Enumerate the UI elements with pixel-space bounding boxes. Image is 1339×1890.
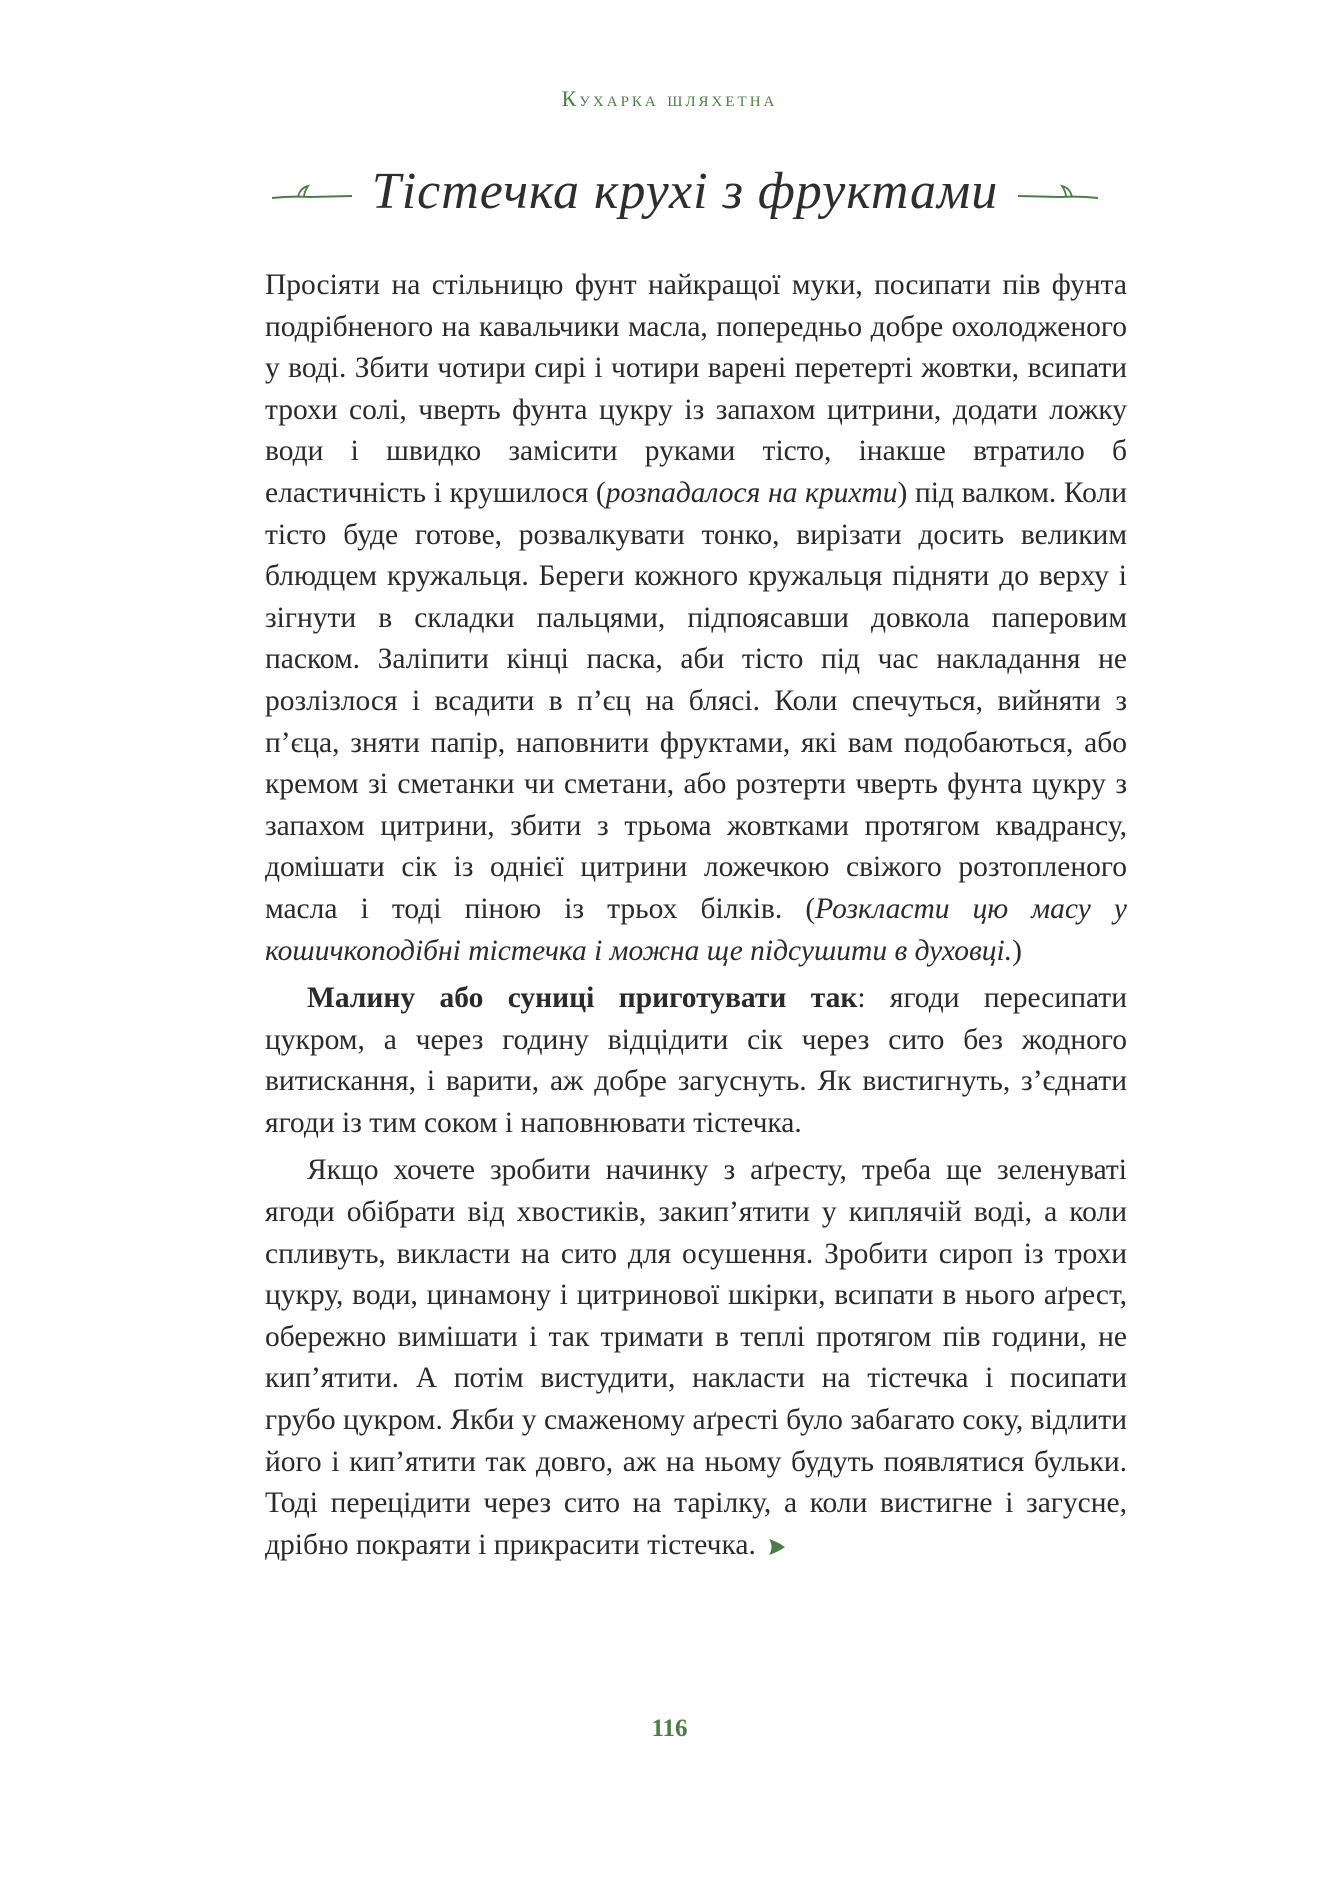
leaf-end-mark-icon bbox=[766, 1536, 788, 1558]
recipe-title: Тістечка крухі з фруктами bbox=[371, 163, 999, 220]
paragraph-1-text-b: ) під валком. Коли тісто буде готове, розвалкувати тонко, вирізати досить великим блюдцем кружальця. Береги кожного кружальця підняти до верху і зігнути в складки пальцями, підпоясавши довкола паперовим паском. Заліпити кінці паска, аби тісто під час накладання не розлізлося і всадити в п’єц на блясі. Коли спечуться, вийняти з п’єца, зняти папір, наповнити фруктами, які вам подобаються, або кремом зі сметанки чи сметани, або розтерти чверть фунта цукру з запахом цитрини, збити з трьома жовтками протягом квадрансу, домішати сік із однієї цитрини ложечкою свіжого розтопленого масла і тоді піною із трьох білків. ( bbox=[265, 476, 1128, 925]
title-ornament-right-icon bbox=[1014, 182, 1100, 206]
paragraph-1-italic-b: Розкласти цю масу у кошичкоподібні тістечка і можна ще підсушити в духовці. bbox=[265, 892, 1128, 967]
paragraph-2 bbox=[265, 978, 1127, 1144]
title-ornament-left-icon bbox=[270, 182, 356, 206]
paragraph-1-text-c: ) bbox=[1012, 934, 1022, 967]
paragraph-3 bbox=[265, 1150, 1127, 1566]
paragraph-2-bold-lead: Малину або суниці приготувати так bbox=[307, 982, 858, 1015]
paragraph-2-text: : ягоди пересипати цукром, а через годину відцідити сік через сито без жодного витискання, і варити, аж добре загуснуть. Як вистигнуть, з’єднати ягоди із тим соком і наповнювати тістечка. bbox=[265, 982, 1127, 1139]
recipe-body bbox=[265, 265, 1127, 1566]
paragraph-1 bbox=[265, 265, 1127, 972]
paragraph-1-text-a: Просіяти на стільницю фунт найкращої муки, посипати пів фунта подрібненого на кавальчики масла, попередньо добре охолодженого у воді. Збити чотири сирі і чотири варені перетерті жовтки, всипати трохи солі, чверть фунта цукру із запахом цитрини, додати ложку води і швидко замісити руками тісто, інакше втратило б еластичність і крушилося ( bbox=[265, 269, 1127, 509]
recipe-title-block bbox=[270, 160, 1100, 230]
running-header: Кухарка шляхетна bbox=[561, 86, 778, 111]
page-number: 116 bbox=[651, 1715, 688, 1742]
paragraph-3-text: Якщо хочете зробити начинку з аґресту, треба ще зеленуваті ягоди обібрати від хвостиків, закип’ятити у киплячій воді, а коли спливуть, викласти на сито для осушення. Зробити сироп із трохи цукру, води, цинамону і цитринової шкірки, всипати в нього аґрест, обережно вимішати і так тримати в теплі протягом пів години, не кип’ятити. А потім вистудити, накласти на тістечка і посипати грубо цукром. Якби у смаженому аґресті було забагато соку, відлити його і кип’ятити так довго, аж на ньому будуть появлятися бульки. Тоді перецідити через сито на тарілку, а коли вистигне і загусне, дрібно покраяти і прикрасити тістечка. bbox=[265, 1154, 1127, 1561]
paragraph-1-italic-a: розпадалося на крихти bbox=[605, 476, 898, 509]
